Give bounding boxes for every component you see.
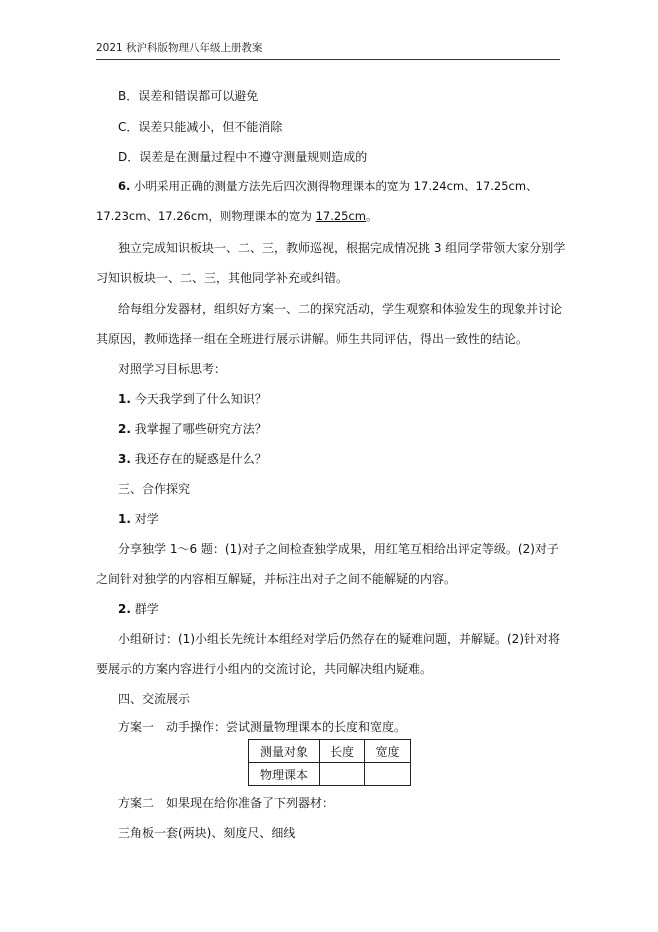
reflection-3-number: 3. — [118, 452, 131, 466]
paragraph-2-line1: 给每组分发器材，组织好方案一、二的探究活动，学生观察和体验发生的现象并讨论 — [118, 302, 563, 316]
section-3-item-2-line2: 要展示的方案内容进行小组内的交流讨论，共同解决组内疑难。 — [96, 662, 433, 676]
materials-list: 三角板一套(两块)、刻度尺、细线 — [118, 826, 296, 840]
reflection-1 — [118, 390, 267, 407]
table-header-cell: 测量对象 — [249, 740, 320, 763]
reflection-1-text: 今天我学到了什么知识？ — [134, 392, 267, 406]
question-6-suffix: 。 — [366, 209, 378, 223]
section-3-item-1-line1: 分享独学 1～6 题：(1)对子之间检查独学成果，用红笔互相给出评定等级。(2)对子 — [118, 542, 559, 556]
paragraph-1-line2: 习知识板块一、二、三，其他同学补充或纠错。 — [96, 271, 349, 285]
reflection-1-number: 1. — [118, 392, 131, 406]
table-header-cell: 宽度 — [365, 740, 411, 763]
section-3-title: 三、合作探究 — [118, 482, 191, 496]
question-6-line1 — [118, 178, 538, 194]
table-header-row — [249, 740, 411, 763]
paragraph-2-line2: 其原因，教师选择一组在全班进行展示讲解。师生共同评估，得出一致性的结论。 — [96, 332, 529, 346]
section-3-item-1-number: 1. — [118, 512, 131, 526]
question-6-line2 — [96, 208, 378, 224]
option-d: D．误差是在测量过程中不遵守测量规则造成的 — [118, 150, 368, 164]
section-4-title: 四、交流展示 — [118, 692, 191, 706]
paragraph-1-line1: 独立完成知识板块一、二、三，教师巡视，根据完成情况挑 3 组同学带领大家分别学 — [118, 241, 566, 255]
table-row — [249, 763, 411, 786]
reflection-3 — [118, 450, 267, 467]
section-3-item-2-heading — [118, 600, 159, 617]
table-cell: 物理课本 — [249, 763, 320, 786]
reflection-2 — [118, 420, 267, 437]
section-3-item-2-line1: 小组研讨：(1)小组长先统计本组经对学后仍然存在的疑难问题，并解疑。(2)针对将 — [118, 632, 560, 646]
reflection-2-text: 我掌握了哪些研究方法？ — [134, 422, 267, 436]
reflection-3-text: 我还存在的疑惑是什么？ — [134, 452, 267, 466]
section-3-item-2-title: 群学 — [134, 602, 159, 616]
question-6-answer: 17.25cm — [315, 209, 367, 223]
section-3-item-1-line2: 之间针对独学的内容相互解疑，并标注出对子之间不能解疑的内容。 — [96, 572, 457, 586]
paragraph-3: 对照学习目标思考： — [118, 362, 227, 376]
section-3-item-1-title: 对学 — [134, 512, 159, 526]
plan-1: 方案一 动手操作：尝试测量物理课本的长度和宽度。 — [118, 720, 407, 734]
plan-2: 方案二 如果现在给你准备了下列器材： — [118, 796, 335, 810]
section-3-item-2-number: 2. — [118, 602, 131, 616]
table-header-cell: 长度 — [320, 740, 365, 763]
reflection-2-number: 2. — [118, 422, 131, 436]
header-title: 2021 秋沪科版物理八年级上册教案 — [96, 42, 263, 54]
question-6-text: 小明采用正确的测量方法先后四次测得物理课本的宽为 17.24cm、17.25cm、 — [134, 179, 538, 193]
table-cell — [365, 763, 411, 786]
page-header — [96, 40, 560, 60]
table-cell — [320, 763, 365, 786]
question-6-number: 6. — [118, 179, 131, 193]
option-b: B．误差和错误都可以避免 — [118, 89, 259, 103]
measurement-table — [248, 739, 411, 786]
question-6-prefix: 17.23cm、17.26cm，则物理课本的宽为 — [96, 209, 316, 223]
option-c: C．误差只能减小，但不能消除 — [118, 120, 283, 134]
section-3-item-1-heading — [118, 510, 159, 527]
